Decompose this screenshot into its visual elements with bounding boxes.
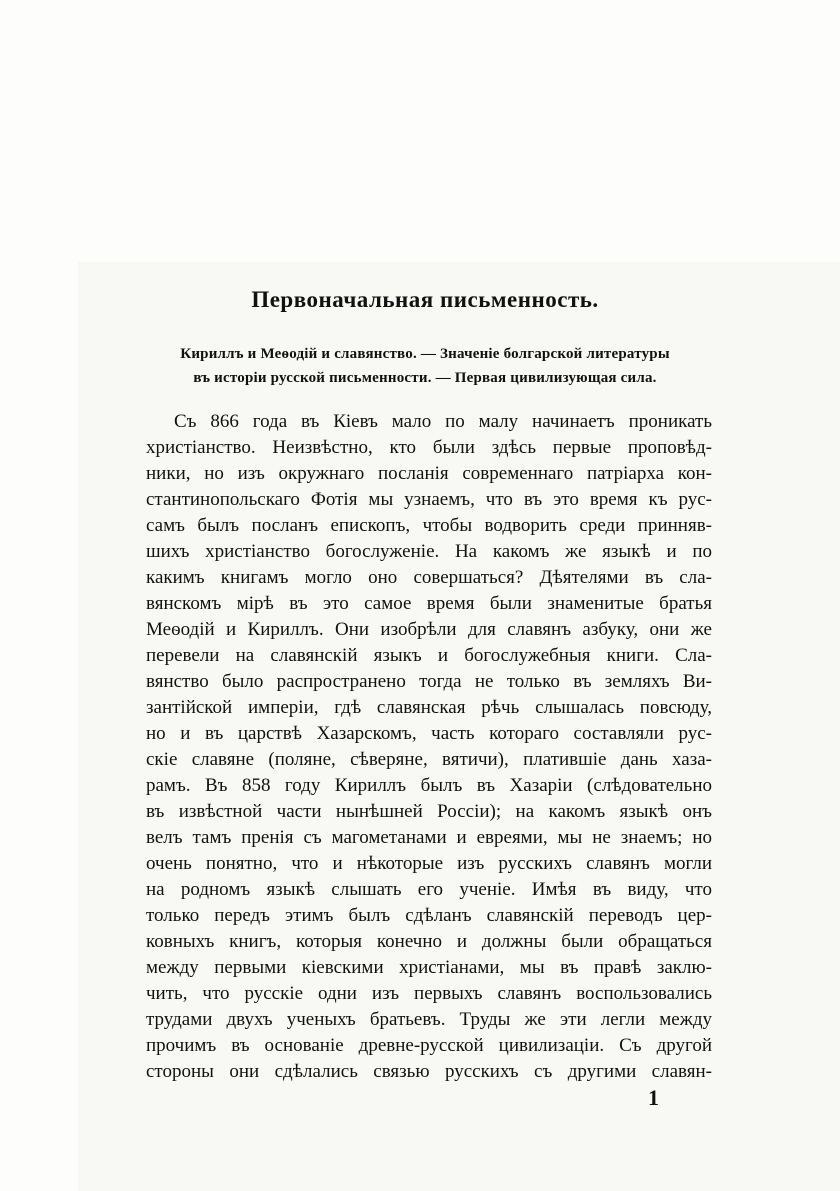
paragraph-line: христіанство. Неизвѣстно, кто были здѣсь первые проповѣд- [146,437,712,458]
paragraph-line: ковныхъ книгъ, которыя конечно и должны были обращаться [146,931,712,952]
paragraph-line: вянство было распространено тогда не только въ земляхъ Ви- [146,671,712,692]
paragraph-line: Съ 866 года въ Кіевъ мало по малу начинаетъ проникать [174,411,712,432]
paragraph-line: стороны они сдѣлались связью русскихъ съ другими славян- [146,1061,712,1082]
paragraph-line: перевели на славянскій языкъ и богослужебныя книги. Сла- [146,645,712,666]
paragraph-line: между первыми кіевскими христіанами, мы въ правѣ заклю- [146,957,712,978]
paragraph-line: шихъ христіанство богослуженіе. На какомъ же языкѣ и по [146,541,712,562]
paragraph-line: только передъ этимъ былъ сдѣланъ славянскій переводъ цер- [146,905,712,926]
paragraph-line: но и въ царствѣ Хазарскомъ, часть котораго составляли рус- [146,723,712,744]
paragraph-line: трудами двухъ ученыхъ братьевъ. Труды же эти легли между [146,1009,712,1030]
paragraph-line: чить, что русскіе одни изъ первыхъ славянъ воспользовались [146,983,712,1004]
paragraph-line: какимъ книгамъ могло оно совершаться? Дѣятелями въ сла- [146,567,712,588]
paragraph-line: на родномъ языкѣ слышать его ученіе. Имѣя въ виду, что [146,879,712,900]
chapter-subtitle-line: въ исторіи русской письменности. — Первая цивилизующая сила. [193,370,657,386]
page-number: 1 [648,1085,659,1110]
paragraph-line: очень понятно, что и нѣкоторые изъ русскихъ славянъ могли [146,853,712,874]
paragraph-line: рамъ. Въ 858 году Кириллъ былъ въ Хазаріи (слѣдовательно [146,775,712,796]
chapter-title: Первоначальная письменность. [251,287,599,312]
paragraph-line: стантинопольскаго Фотія мы узнаемъ, что въ это время къ рус- [146,489,712,510]
paragraph-line: велъ тамъ пренія съ магометанами и евреями, мы не знаемъ; но [146,827,712,848]
paragraph-line: Меѳодій и Кириллъ. Они изобрѣли для славянъ азбуку, они же [146,619,712,640]
chapter-subtitle-line: Кириллъ и Меѳодій и славянство. — Значеніе болгарской литературы [180,346,670,362]
paragraph-line: прочимъ въ основаніе древне-русской цивилизаціи. Съ другой [146,1035,712,1056]
paragraph-line: самъ былъ посланъ епископъ, чтобы водворить среди принняв- [146,515,712,536]
paragraph-line: въ извѣстной части нынѣшней Россіи); на какомъ языкѣ онъ [146,801,712,822]
paragraph-line: зантійской имперіи, гдѣ славянская рѣчь слышалась повсюду, [146,697,712,718]
paragraph-line: скіе славяне (поляне, сѣверяне, вятичи), платившіе дань хаза- [146,749,712,770]
paragraph-line: вянскомъ мірѣ въ это самое время были знаменитые братья [146,593,712,614]
paragraph-line: ники, но изъ окружнаго посланія современнаго патріарха кон- [146,463,712,484]
